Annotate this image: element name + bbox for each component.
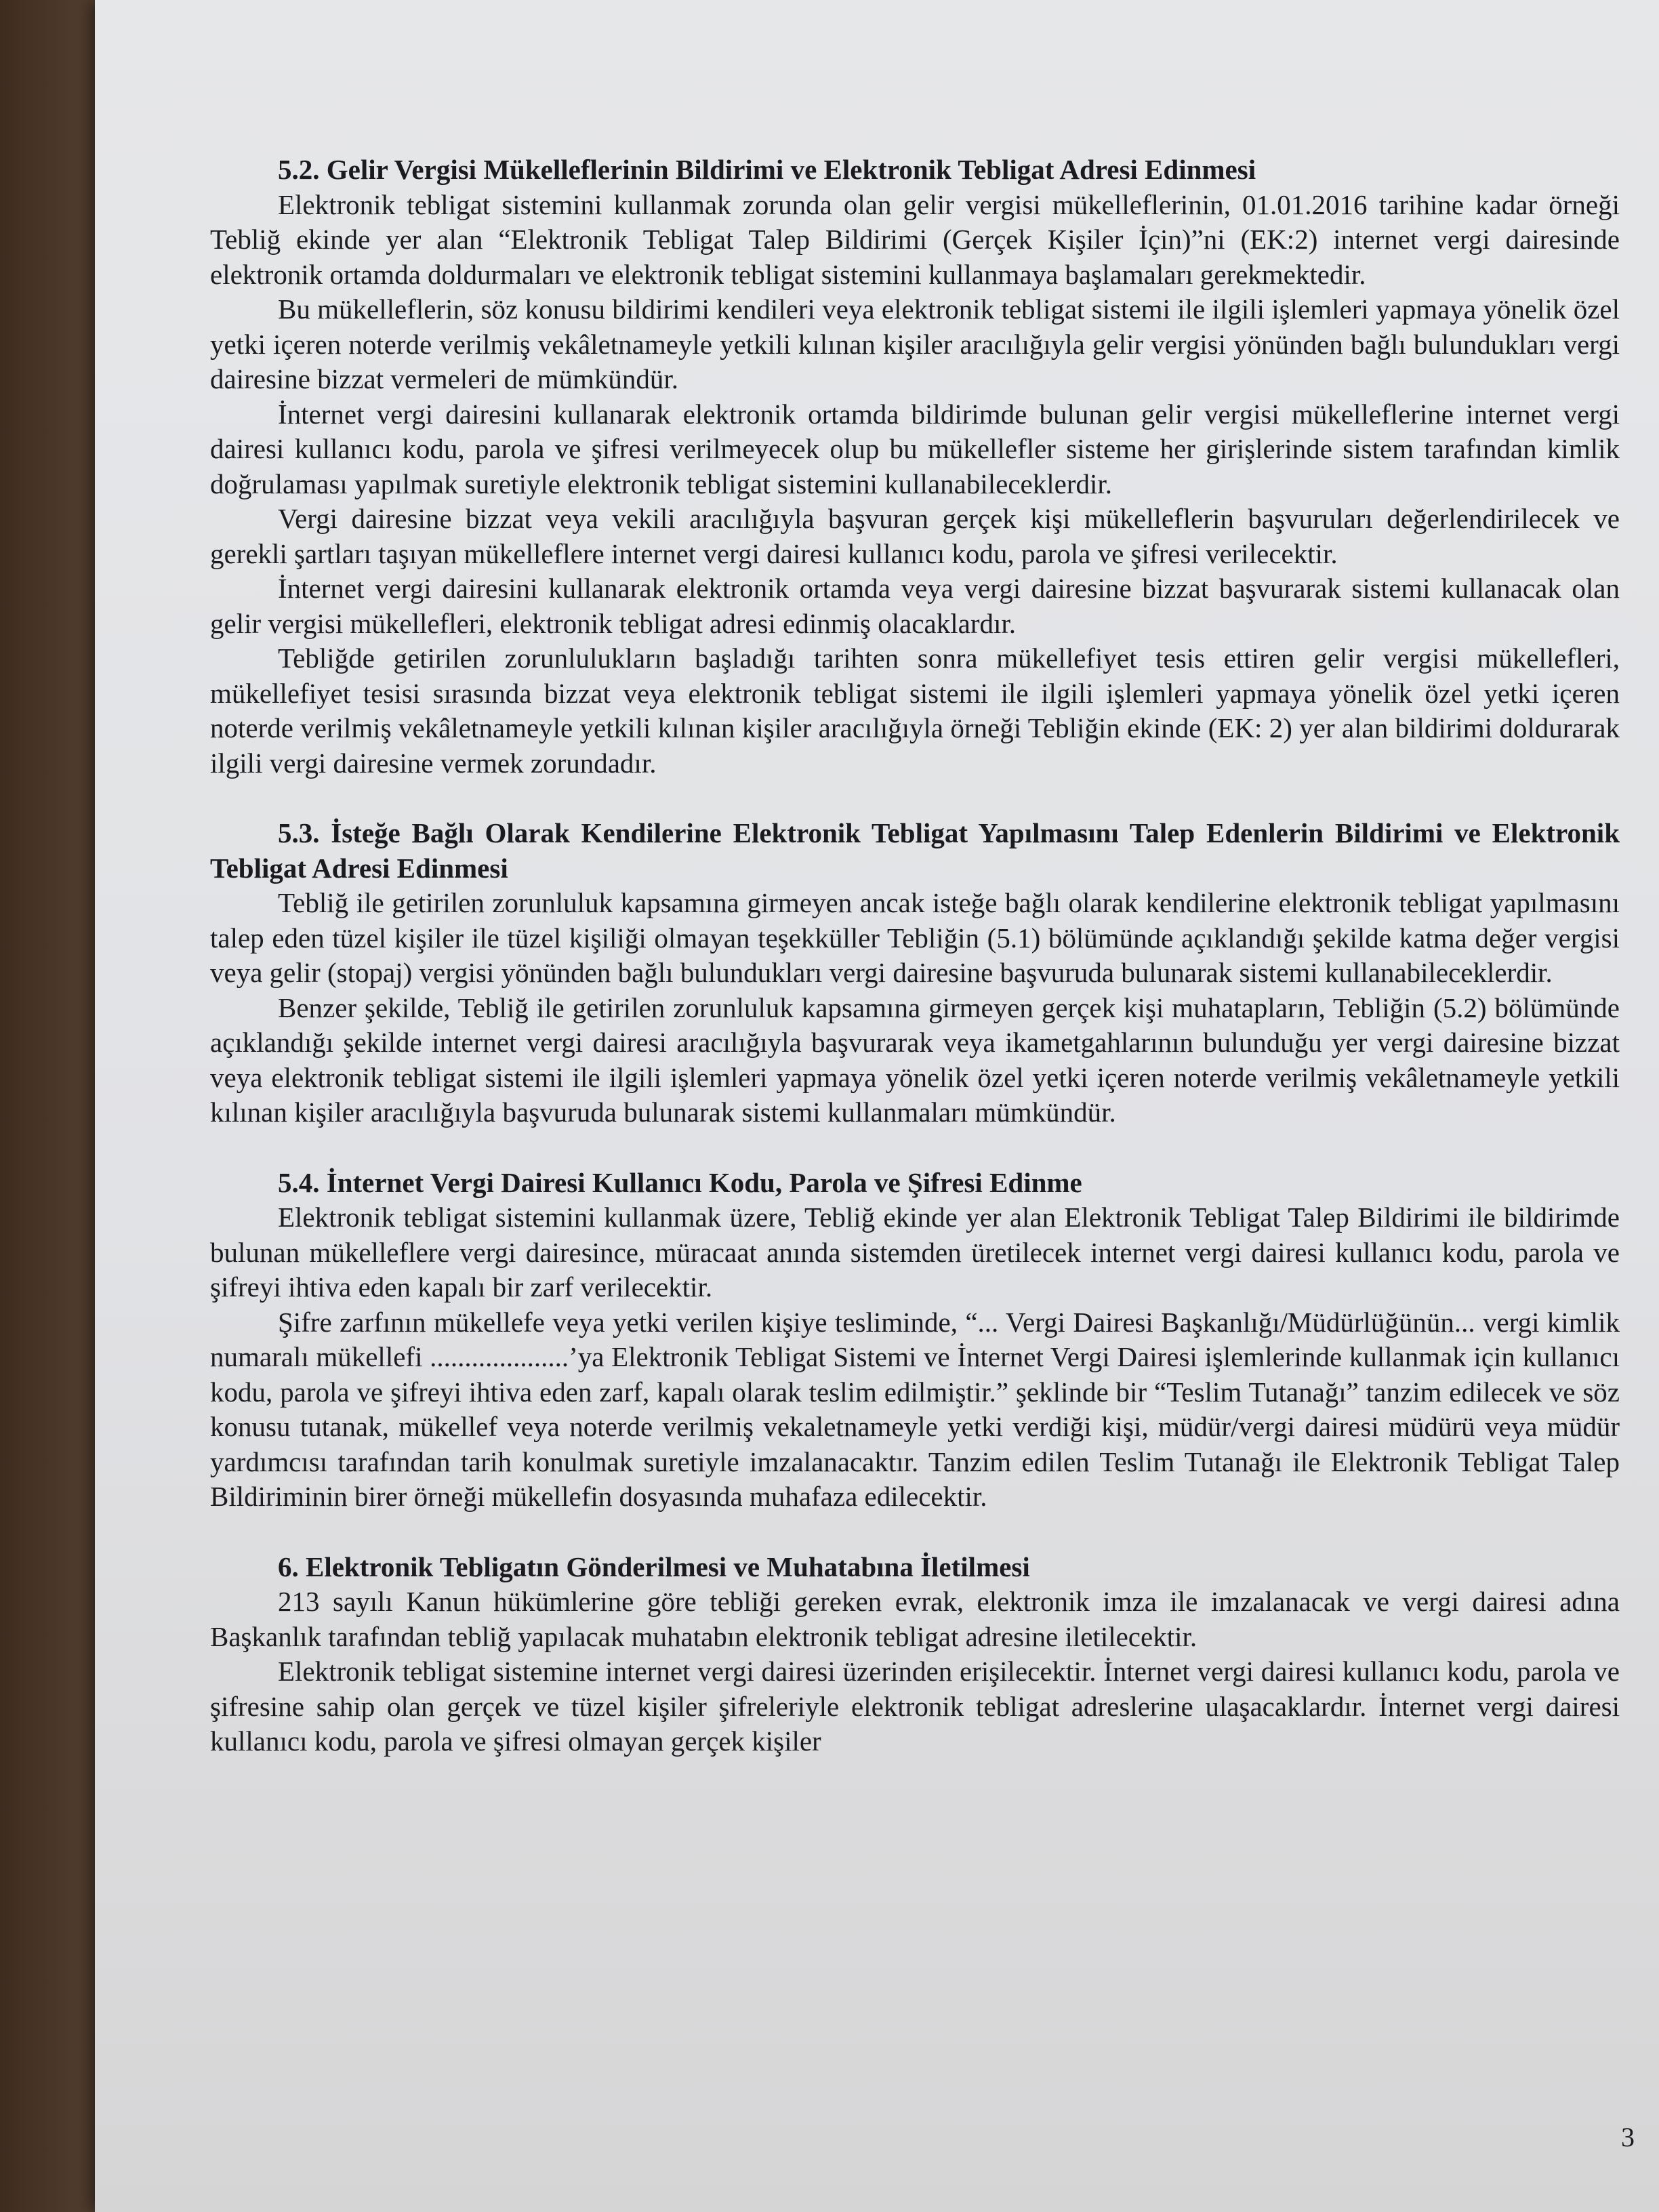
document-page xyxy=(95,0,1659,2212)
paragraph: Şifre zarfının mükellefe veya yetki verilen kişiye tesliminde, “... Vergi Dairesi Başkanlığı/Müdürlüğünün... vergi kimlik numaralı mükellefi ....................’ya Elektronik Tebligat Sistemi ve İnternet Vergi Dairesi işlemlerinde kullanmak için kullanıcı kodu, parola ve şifreyi ihtiva eden zarf, kapalı olarak teslim edilmiştir.” şeklinde bir “Teslim Tutanağı” tanzim edilecek ve söz konusu tutanak, mükellef veya noterde verilmiş vekaletnameyle yetki verdiği kişi, müdür/vergi dairesi müdürü veya müdür yardımcısı tarafından tarih konulmak suretiyle imzalanacaktır. Tanzim edilen Teslim Tutanağı ile Elektronik Tebligat Talep Bildiriminin birer örneği mükellefin dosyasında muhafaza edilecektir. xyxy=(210,1306,1620,1512)
section-spacer xyxy=(210,781,1620,816)
paragraph: Tebliğ ile getirilen zorunluluk kapsamına girmeyen ancak isteğe bağlı olarak kendilerine elektronik tebligat yapılmasını talep eden tüzel kişiler ile tüzel kişiliği olmayan teşekküller Tebliğin (5.1) bölümünde açıklandığı şekilde katma değer vergisi veya gelir (stopaj) vergisi yönünden bağlı bulundukları vergi dairesine başvuruda bulunarak sistemi kullanabileceklerdir. xyxy=(210,887,1620,988)
section-heading-5-4: 5.4. İnternet Vergi Dairesi Kullanıcı Kodu, Parola ve Şifresi Edinme xyxy=(278,1166,1082,1198)
section-spacer xyxy=(210,1515,1620,1550)
section-heading-5-2: 5.2. Gelir Vergisi Mükelleflerinin Bildirimi ve Elektronik Tebligat Adresi Edinmesi xyxy=(278,154,1256,185)
section-heading-6: 6. Elektronik Tebligatın Gönderilmesi ve Muhatabına İletilmesi xyxy=(278,1551,1030,1582)
paragraph: Benzer şekilde, Tebliğ ile getirilen zorunluluk kapsamına girmeyen gerçek kişi muhatapların, Tebliğin (5.2) bölümünde açıklandığı şekilde internet vergi dairesi aracılığıyla başvurarak veya ikametgahlarının bulunduğu yer vergi dairesine bizzat veya elektronik tebligat sistemi ile ilgili işlemleri yapmaya yönelik özel yetki içeren noterde verilmiş vekâletnameyle yetkili kılınan kişiler aracılığıyla başvuruda bulunarak sistemi kullanmaları mümkündür. xyxy=(210,991,1620,1128)
paragraph: Vergi dairesine bizzat veya vekili aracılığıyla başvuran gerçek kişi mükelleflerin başvuruları değerlendirilecek ve gerekli şartları taşıyan mükelleflere internet vergi dairesi kullanıcı kodu, parola ve şifresi verilecektir. xyxy=(210,503,1620,569)
paragraph: Bu mükelleflerin, söz konusu bildirimi kendileri veya elektronik tebligat sistemi ile ilgili işlemleri yapmaya yönelik özel yetki içeren noterde verilmiş vekâletnameyle yetkili kılınan kişiler aracılığıyla gelir vergisi yönünden bağlı bulundukları vergi dairesine bizzat vermeleri de mümkündür. xyxy=(210,293,1620,394)
section-heading-5-3: 5.3. İsteğe Bağlı Olarak Kendilerine Elektronik Tebligat Yapılmasını Talep Edenlerin Bildirimi ve Elektronik Tebligat Adresi Edinmesi xyxy=(210,817,1620,884)
page-number: 3 xyxy=(1621,2122,1635,2152)
paragraph: İnternet vergi dairesini kullanarak elektronik ortamda veya vergi dairesine bizzat başvurarak sistemi kullanacak olan gelir vergisi mükellefleri, elektronik tebligat adresi edinmiş olacaklardır. xyxy=(210,573,1620,639)
paragraph: Tebliğde getirilen zorunlulukların başladığı tarihten sonra mükellefiyet tesis ettiren gelir vergisi mükellefleri, mükellefiyet tesisi sırasında bizzat veya elektronik tebligat sistemi ile ilgili işlemleri yapmaya yönelik özel yetki içeren noterde verilmiş vekâletnameyle yetkili kılınan kişiler aracılığıyla örneği Tebliğin ekinde (EK: 2) yer alan bildirimi doldurarak ilgili vergi dairesine vermek zorundadır. xyxy=(210,642,1620,779)
document-body xyxy=(210,152,1620,1759)
paragraph: Elektronik tebligat sistemine internet vergi dairesi üzerinden erişilecektir. İnternet vergi dairesi kullanıcı kodu, parola ve şifresine sahip olan gerçek ve tüzel kişiler şifreleriyle elektronik tebligat adreslerine ulaşacaklardır. İnternet vergi dairesi kullanıcı kodu, parola ve şifresi olmayan gerçek kişiler xyxy=(210,1656,1620,1757)
paragraph: İnternet vergi dairesini kullanarak elektronik ortamda bildirimde bulunan gelir vergisi mükelleflerine internet vergi dairesi kullanıcı kodu, parola ve şifresi verilmeyecek olup bu mükellefler sisteme her girişlerinde sistem tarafından kimlik doğrulaması yapılmak suretiyle elektronik tebligat sistemini kullanabileceklerdir. xyxy=(210,398,1620,499)
section-spacer xyxy=(210,1130,1620,1166)
paragraph: Elektronik tebligat sistemini kullanmak üzere, Tebliğ ekinde yer alan Elektronik Tebligat Talep Bildirimi ile bildirimde bulunan mükelleflere vergi dairesince, müracaat anında sistemden üretilecek internet vergi dairesi kullanıcı kodu, parola ve şifreyi ihtiva eden kapalı bir zarf verilecektir. xyxy=(210,1202,1620,1303)
paragraph: Elektronik tebligat sistemini kullanmak zorunda olan gelir vergisi mükelleflerinin, 01.01.2016 tarihine kadar örneği Tebliğ ekinde yer alan “Elektronik Tebligat Talep Bildirimi (Gerçek Kişiler İçin)”ni (EK:2) internet vergi dairesinde elektronik ortamda doldurmaları ve elektronik tebligat sistemini kullanmaya başlamaları gerekmektedir. xyxy=(210,188,1620,290)
paragraph: 213 sayılı Kanun hükümlerine göre tebliği gereken evrak, elektronik imza ile imzalanacak ve vergi dairesi adına Başkanlık tarafından tebliğ yapılacak muhatabın elektronik tebligat adresine iletilecektir. xyxy=(210,1586,1620,1652)
